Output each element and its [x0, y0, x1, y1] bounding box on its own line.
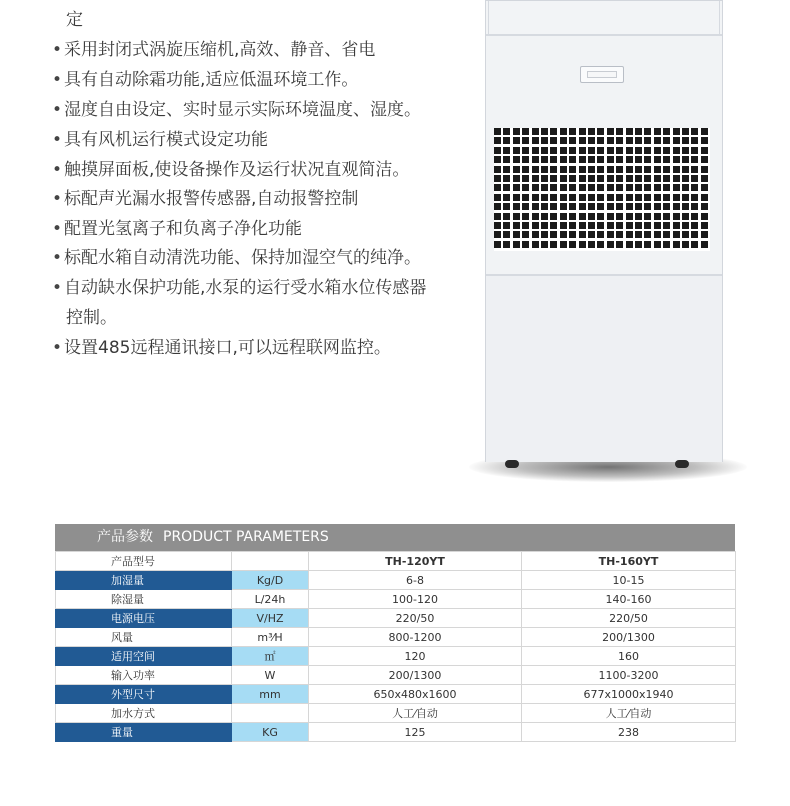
param-value-model-2: 160 — [522, 647, 736, 666]
table-row — [56, 685, 736, 704]
parameters-table — [55, 524, 735, 742]
bullet-icon: • — [52, 189, 63, 209]
table-row — [56, 704, 736, 723]
param-value-model-2: 140-160 — [522, 590, 736, 609]
param-value-model-2: TH-160YT — [522, 552, 736, 571]
bullet-icon: • — [52, 100, 63, 120]
lower-panel — [486, 276, 722, 462]
spec-table — [55, 551, 736, 742]
table-row — [56, 571, 736, 590]
feature-item — [52, 39, 375, 61]
param-unit: m³⁄H — [232, 628, 309, 647]
dehumidifier-image — [463, 0, 753, 500]
feature-continuation: 控制。 — [66, 308, 117, 328]
feature-text: 自动缺水保护功能,水泵的运行受水箱水位传感器 — [64, 278, 427, 298]
param-unit: L/24h — [232, 590, 309, 609]
table-row — [56, 590, 736, 609]
param-unit: KG — [232, 723, 309, 742]
param-value-model-1: 120 — [309, 647, 522, 666]
param-unit: W — [232, 666, 309, 685]
feature-text: 湿度自由设定、实时显示实际环境温度、湿度。 — [64, 100, 421, 120]
parameters-header — [55, 524, 735, 551]
display-screen — [580, 66, 624, 83]
param-value-model-2: 220/50 — [522, 609, 736, 628]
table-row — [56, 723, 736, 742]
table-row — [56, 552, 736, 571]
table-row — [56, 609, 736, 628]
param-value-model-1: TH-120YT — [309, 552, 522, 571]
feature-item — [52, 188, 358, 210]
param-name: 适用空间 — [56, 647, 232, 666]
top-panel — [486, 1, 722, 36]
param-value-model-1: 人工⁄自动 — [309, 704, 522, 723]
param-name: 加水方式 — [56, 704, 232, 723]
param-value-model-1: 650x480x1600 — [309, 685, 522, 704]
param-unit: Kg/D — [232, 571, 309, 590]
param-value-model-2: 10-15 — [522, 571, 736, 590]
param-value-model-2: 1100-3200 — [522, 666, 736, 685]
param-value-model-1: 800-1200 — [309, 628, 522, 647]
param-value-model-1: 200/1300 — [309, 666, 522, 685]
feature-item — [52, 277, 426, 299]
feature-cut-line: 定 — [66, 10, 83, 30]
feature-text: 触摸屏面板,使设备操作及运行状况直观简洁。 — [64, 160, 410, 180]
parameters-title-en: PRODUCT PARAMETERS — [163, 529, 329, 545]
parameters-title-cn: 产品参数 — [97, 529, 153, 545]
bullet-icon: • — [52, 70, 63, 90]
param-unit: mm — [232, 685, 309, 704]
table-row — [56, 647, 736, 666]
control-panel — [486, 36, 722, 276]
param-unit: V/HZ — [232, 609, 309, 628]
feature-item — [52, 247, 421, 269]
param-unit — [232, 552, 309, 571]
param-value-model-1: 220/50 — [309, 609, 522, 628]
param-name: 产品型号 — [56, 552, 232, 571]
feature-text: 配置光氢离子和负离子净化功能 — [64, 219, 302, 239]
bullet-icon: • — [52, 278, 63, 298]
param-name: 除湿量 — [56, 590, 232, 609]
feature-text: 具有自动除霜功能,适应低温环境工作。 — [64, 70, 359, 90]
bullet-icon: • — [52, 40, 63, 60]
feature-item — [52, 218, 302, 240]
feature-text: 采用封闭式涡旋压缩机,高效、静音、省电 — [64, 40, 376, 60]
feature-item — [52, 69, 358, 91]
feature-item — [52, 99, 421, 121]
bullet-icon: • — [52, 338, 63, 358]
param-name: 风量 — [56, 628, 232, 647]
param-value-model-2: 人工⁄自动 — [522, 704, 736, 723]
param-unit: ㎡ — [232, 647, 309, 666]
param-value-model-2: 677x1000x1940 — [522, 685, 736, 704]
air-grille — [494, 128, 710, 251]
feature-text: 设置485远程通讯接口,可以远程联网监控。 — [64, 338, 391, 358]
param-value-model-1: 6-8 — [309, 571, 522, 590]
param-value-model-2: 200/1300 — [522, 628, 736, 647]
param-value-model-1: 125 — [309, 723, 522, 742]
feature-text: 具有风机运行模式设定功能 — [64, 130, 268, 150]
bullet-icon: • — [52, 248, 63, 268]
param-name: 电源电压 — [56, 609, 232, 628]
param-name: 外型尺寸 — [56, 685, 232, 704]
feature-text: 标配水箱自动清洗功能、保持加湿空气的纯净。 — [64, 248, 421, 268]
param-name: 输入功率 — [56, 666, 232, 685]
cabinet-body — [485, 0, 723, 462]
table-row — [56, 666, 736, 685]
feature-item — [52, 129, 268, 151]
param-name: 重量 — [56, 723, 232, 742]
param-name: 加湿量 — [56, 571, 232, 590]
wheel-icon — [675, 460, 689, 468]
bullet-icon: • — [52, 219, 63, 239]
wheel-icon — [505, 460, 519, 468]
param-value-model-1: 100-120 — [309, 590, 522, 609]
table-row — [56, 628, 736, 647]
param-unit — [232, 704, 309, 723]
feature-item — [52, 337, 391, 359]
bullet-icon: • — [52, 130, 63, 150]
bullet-icon: • — [52, 160, 63, 180]
param-value-model-2: 238 — [522, 723, 736, 742]
feature-item — [52, 159, 409, 181]
feature-text: 标配声光漏水报警传感器,自动报警控制 — [64, 189, 359, 209]
